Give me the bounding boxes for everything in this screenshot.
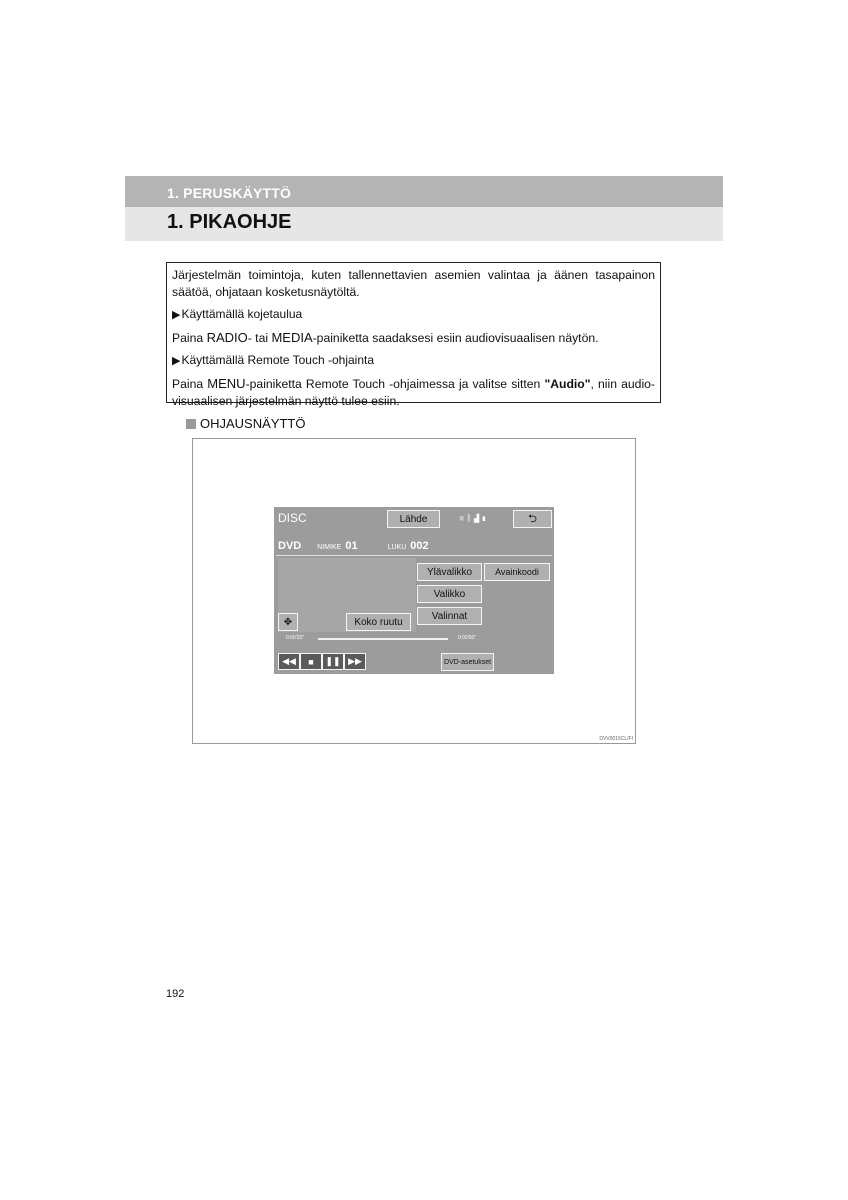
back-button[interactable] — [513, 510, 552, 528]
page-title-bar — [125, 207, 723, 241]
stop-button[interactable] — [300, 653, 322, 670]
rewind-icon: ◀◀ — [282, 656, 296, 666]
signal-icon: ▟ — [473, 513, 482, 523]
divider — [276, 555, 552, 556]
move-cursor-icon: ✥ — [283, 616, 293, 628]
screen-title: DISC — [278, 511, 307, 525]
section-label: 1. PERUSKÄYTTÖ — [167, 185, 292, 201]
subheading-dashboard: ▶Käyttämällä kojetaulua — [172, 307, 303, 321]
wifi-icon: ≋ — [459, 513, 467, 523]
dvd-settings-button[interactable]: DVD-asetukset — [441, 653, 494, 671]
key-code-button[interactable]: Avainkoodi — [484, 563, 550, 581]
top-menu-button[interactable]: Ylävalikko — [417, 563, 482, 581]
title-label: NIMIKE — [317, 544, 342, 551]
status-icons — [459, 513, 489, 523]
section-header — [125, 176, 723, 207]
chapter-value: 002 — [410, 540, 429, 552]
full-screen-button[interactable]: Koko ruutu — [346, 613, 411, 631]
bluetooth-icon: ᛒ — [466, 513, 474, 523]
fast-forward-button[interactable] — [344, 653, 366, 670]
chapter-label: LUKU — [387, 544, 407, 551]
menu-button[interactable]: Valikko — [417, 585, 482, 603]
audio-control-screen — [274, 507, 554, 674]
subheading-remote-touch: ▶Käyttämällä Remote Touch -ohjainta — [172, 353, 375, 367]
options-button[interactable]: Valinnat — [417, 607, 482, 625]
rewind-button[interactable] — [278, 653, 300, 670]
source-button[interactable]: Lähde — [387, 510, 440, 528]
title-value: 01 — [345, 540, 358, 552]
square-bullet-icon — [186, 419, 196, 429]
progress-bar[interactable] — [318, 638, 448, 640]
return-arrow-icon: ⮌ — [528, 512, 537, 525]
remote-touch-instruction: Paina MENU-painiketta Remote Touch -ohjaimessa ja valitse sitten "Audio", niin audio-visuaalisen järjestelmän näyttö tulee esiin. — [172, 376, 655, 408]
page-number: 192 — [166, 988, 185, 1000]
elapsed-time: 0:00'20" — [286, 635, 305, 641]
battery-icon: ▮ — [481, 513, 489, 523]
intro-paragraph: Järjestelmän toimintoja, kuten tallennettavien asemien valintaa ja äänen tasapainon säätöä, ohjataan kosketusnäytöltä. — [172, 268, 655, 299]
total-time: 0:00'00" — [458, 635, 477, 641]
cursor-button[interactable] — [278, 613, 298, 631]
dashboard-instruction: Paina RADIO- tai MEDIA-painiketta saadaksesi esiin audiovisuaalisen näytön. — [172, 330, 599, 345]
figure-code: DVV0016CL/FI — [599, 736, 633, 742]
triangle-icon: ▶ — [172, 355, 181, 367]
page-title: 1. PIKAOHJE — [167, 211, 292, 233]
pause-icon: ❚❚ — [325, 656, 341, 666]
disc-info-row — [278, 540, 459, 552]
pause-button[interactable] — [322, 653, 344, 670]
intro-box — [166, 262, 661, 408]
section-heading: OHJAUSNÄYTTÖ — [186, 416, 305, 431]
mode-label: DVD — [278, 540, 302, 552]
stop-icon: ■ — [308, 656, 314, 667]
fast-forward-icon: ▶▶ — [348, 656, 362, 666]
triangle-icon: ▶ — [172, 309, 181, 321]
